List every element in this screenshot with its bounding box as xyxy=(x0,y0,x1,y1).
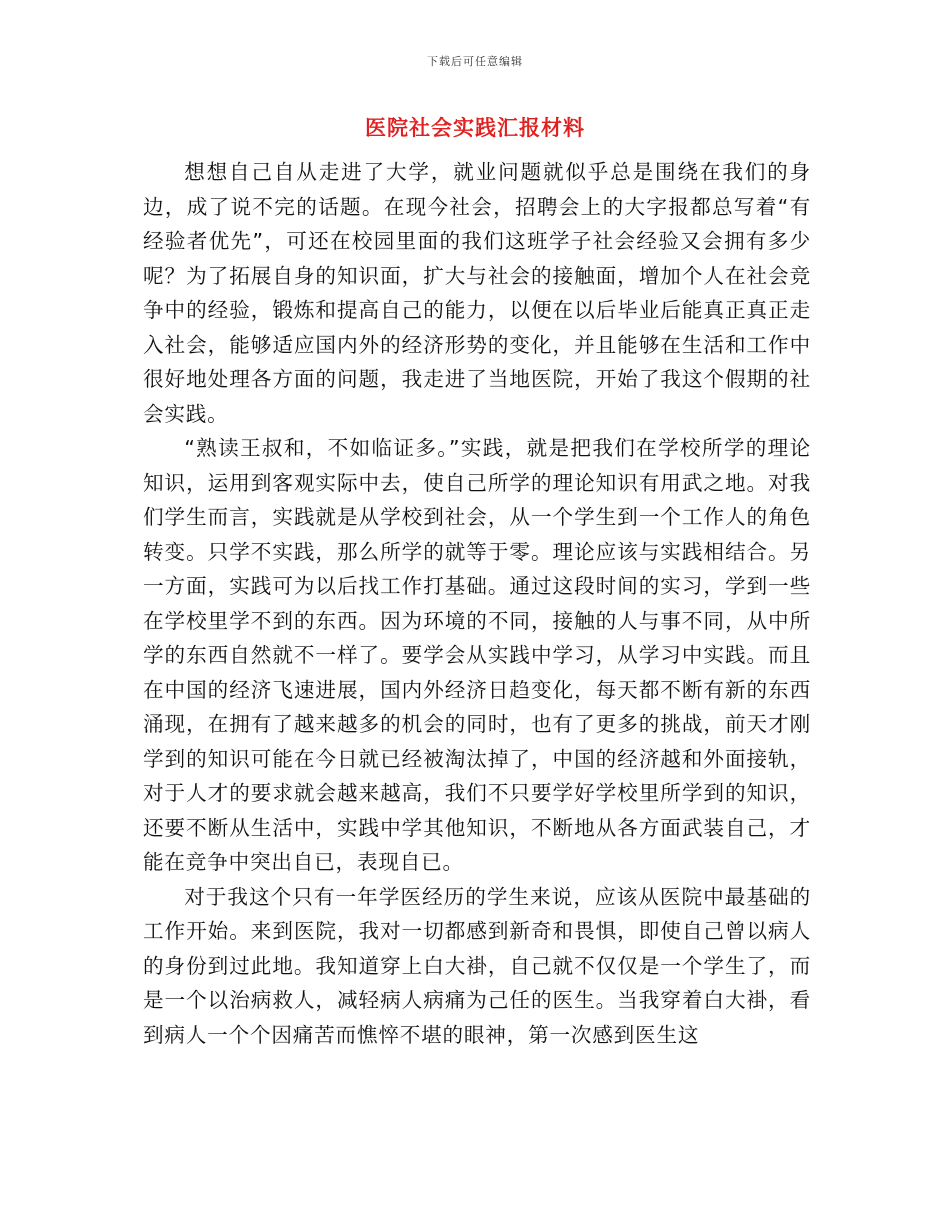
document-body xyxy=(143,155,811,1052)
paragraph-1: 想想自己自从走进了大学，就业问题就似乎总是围绕在我们的身边，成了说不完的话题。在现今社会，招聘会上的大字报都总写着“有经验者优先”，可还在校园里面的我们这班学子社会经验又会拥有多少呢？为了拓展自身的知识面，扩大与社会的接触面，增加个人在社会竞争中的经验，锻炼和提高自己的能力，以便在以后毕业后能真正真正走入社会，能够适应国内外的经济形势的变化，并且能够在生活和工作中很好地处理各方面的问题，我走进了当地医院，开始了我这个假期的社会实践。 xyxy=(143,160,811,426)
paragraph-2: “熟读王叔和，不如临证多。”实践，就是把我们在学校所学的理论知识，运用到客观实际中去，使自己所学的理论知识有用武之地。对我们学生而言，实践就是从学校到社会，从一个学生到一个工作人的角色转变。只学不实践，那么所学的就等于零。理论应该与实践相结合。另一方面，实践可为以后找工作打基础。通过这段时间的实习，学到一些在学校里学不到的东西。因为环境的不同，接触的人与事不同，从中所学的东西自然就不一样了。要学会从实践中学习，从学习中实践。而且在中国的经济飞速进展，国内外经济日趋变化，每天都不断有新的东西涌现，在拥有了越来越多的机会的同时，也有了更多的挑战，前天才刚学到的知识可能在今日就已经被淘汰掉了，中国的经济越和外面接轨，对于人才的要求就会越来越高，我们不只要学好学校里所学到的知识，还要不断从生活中，实践中学其他知识，不断地从各方面武装自己，才能在竞争中突出自已，表现自已。 xyxy=(143,436,811,874)
header-note: 下载后可任意编辑 xyxy=(427,55,523,68)
paragraph-3: 对于我这个只有一年学医经历的学生来说，应该从医院中最基础的工作开始。来到医院，我对一切都感到新奇和畏惧，即使自己曾以病人的身份到过此地。我知道穿上白大褂，自己就不仅仅是一个学生了，而是一个以治病救人，减轻病人病痛为己任的医生。当我穿着白大褂，看到病人一个个因痛苦而憔悴不堪的眼神，第一次感到医生这 xyxy=(143,884,811,1047)
document-title: 医院社会实践汇报材料 xyxy=(365,115,585,140)
